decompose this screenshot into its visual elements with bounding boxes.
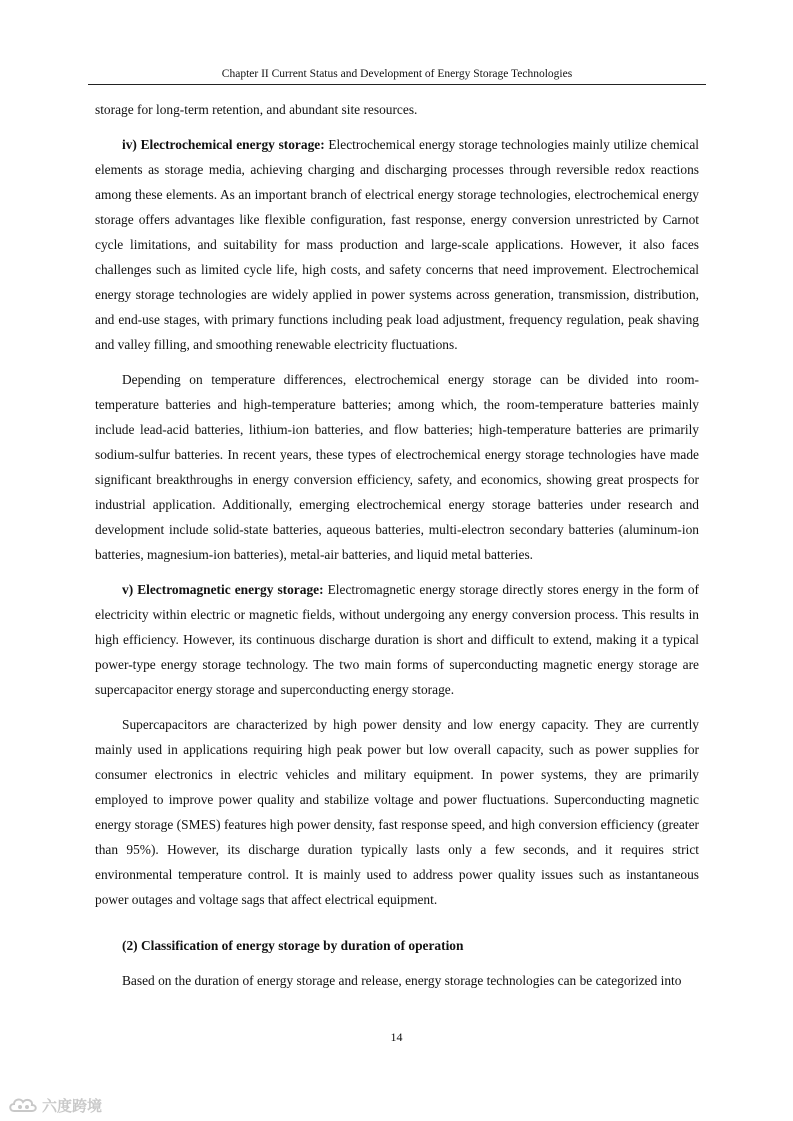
paragraph-battery-types: Depending on temperature differences, electrochemical energy storage can be divided into room-temperature batteries and high-temperature batteries; among which, the room-temperature batteries mainly include lead-acid batteries, lithium-ion batteries, and flow batteries; high-temperature batteries are primarily sodium-sulfur batteries. In recent years, these types of electrochemical energy storage technologies have made significant breakthroughs in energy conversion efficiency, safety, and economics, showing great prospects for industrial application. Additionally, emerging electrochemical energy storage batteries under research and development include solid-state batteries, aqueous batteries, multi-electron secondary batteries (aluminum-ion batteries, magnesium-ion batteries), metal-air batteries, and liquid metal batteries. — [95, 372, 699, 562]
paragraph-lead: iv) Electrochemical energy storage: — [122, 137, 325, 152]
paragraph-duration: Based on the duration of energy storage and release, energy storage technologies can be categorized into — [122, 973, 682, 988]
document-body — [95, 97, 699, 993]
running-header: Chapter II Current Status and Development of Energy Storage Technologies — [221, 68, 573, 80]
watermark — [8, 1095, 102, 1115]
cloud-logo-icon — [8, 1096, 38, 1114]
paragraph-lead: v) Electromagnetic energy storage: — [122, 582, 324, 597]
paragraph-supercapacitors: Supercapacitors are characterized by high power density and low energy capacity. They are currently mainly used in applications requiring high peak power but low overall capacity, such as power supplies for consumer electronics in electric vehicles and military equipment. In power systems, they are primarily employed to improve power quality and stabilize voltage and power fluctuations. Superconducting magnetic energy storage (SMES) features high power density, fast response speed, and high conversion efficiency (greater than 95%). However, its discharge duration typically lasts only a few seconds, and it requires strict environmental temperature control. It is mainly used to address power quality issues such as instantaneous power outages and voltage sags that affect electrical equipment. — [95, 717, 699, 907]
paragraph-continuation: storage for long-term retention, and abundant site resources. — [95, 102, 418, 117]
paragraph-text: Electromagnetic energy storage directly stores energy in the form of electricity within electric or magnetic fields, without undergoing any energy conversion process. This results in high efficiency. However, its continuous discharge duration is short and difficult to extend, making it a typical power-type energy storage technology. The two main forms of superconducting magnetic energy storage are supercapacitor energy storage and superconducting energy storage. — [95, 582, 699, 697]
page-number: 14 — [390, 1030, 403, 1044]
header-rule — [88, 84, 706, 85]
watermark-text: 六度跨境 — [42, 1096, 103, 1115]
section-heading: (2) Classification of energy storage by duration of operation — [122, 938, 464, 953]
paragraph-electromagnetic — [95, 577, 699, 702]
paragraph-electrochemical — [95, 132, 699, 357]
paragraph-text: Electrochemical energy storage technologies mainly utilize chemical elements as storage media, achieving charging and discharging processes through reversible redox reactions among these elements. As an important branch of electrical energy storage technologies, electrochemical energy storage offers advantages like flexible configuration, fast response, energy conversion unrestricted by Carnot cycle limitations, and suitability for mass production and large-scale applications. However, it also faces challenges such as limited cycle life, high costs, and safety concerns that need improvement. Electrochemical energy storage technologies are widely applied in power systems across generation, transmission, distribution, and end-use stages, with primary functions including peak load adjustment, frequency regulation, peak shaving and valley filling, and smoothing renewable electricity fluctuations. — [95, 137, 700, 352]
